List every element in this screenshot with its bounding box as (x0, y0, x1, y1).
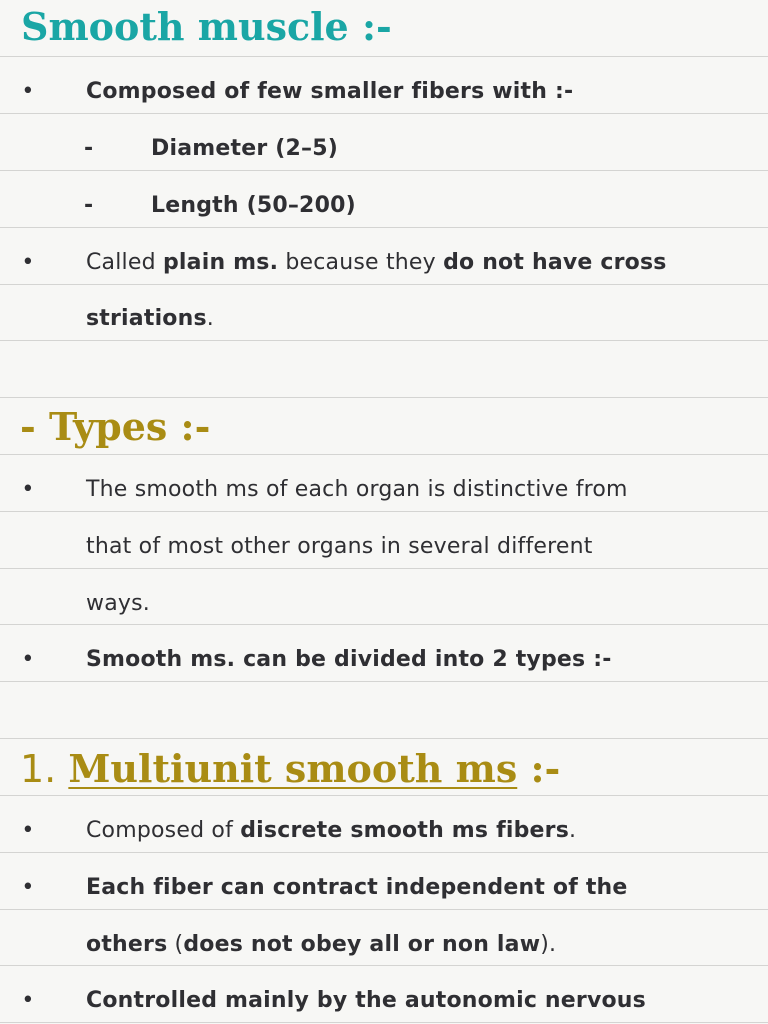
ruled-line (0, 454, 768, 455)
text-run-bold: do not have cross (443, 250, 667, 275)
text-run-bold: discrete smooth ms fibers (240, 818, 570, 843)
bullet: • (21, 250, 35, 275)
ruled-line (0, 568, 768, 569)
list-item-text: Controlled mainly by the autonomic nervous (86, 988, 646, 1013)
text-run: Composed of (86, 818, 241, 843)
ruled-line (0, 681, 768, 682)
bullet: • (21, 647, 35, 672)
bullet: • (21, 79, 35, 104)
ruled-line (0, 624, 768, 625)
ruled-line (0, 284, 768, 285)
heading-smooth-muscle (21, 5, 768, 49)
ruled-line (0, 795, 768, 796)
text-run: . (206, 306, 214, 331)
dash: - (84, 193, 94, 218)
ruled-line (0, 909, 768, 910)
list-item-text: Composed of few smaller fibers with :- (86, 79, 574, 104)
list-item-text: Smooth ms. can be divided into 2 types :- (86, 647, 612, 672)
text-run-bold: striations (86, 306, 207, 331)
bullet: • (21, 988, 35, 1013)
list-item-text (86, 304, 214, 334)
ruled-line (0, 113, 768, 114)
bullet: • (21, 477, 35, 502)
text-run: ). (540, 932, 557, 957)
ruled-line (0, 1022, 768, 1023)
list-item-text (86, 816, 576, 846)
list-item-text: ways. (86, 591, 150, 616)
heading-text: Multiunit smooth ms (68, 746, 518, 791)
ruled-line (0, 511, 768, 512)
text-run: ( (167, 932, 184, 957)
heading-types (20, 405, 768, 449)
bullet: • (21, 818, 35, 843)
ruled-line (0, 397, 768, 398)
heading-number: 1. (20, 747, 69, 791)
sub-list-item-text: Diameter (2–5) (151, 136, 338, 161)
ruled-line (0, 227, 768, 228)
ruled-line (0, 170, 768, 171)
list-item-text (86, 248, 667, 278)
text-run-bold: does not obey all or non law (183, 932, 541, 957)
list-item-text: that of most other organs in several different (86, 534, 593, 559)
list-item-text: Each fiber can contract independent of the (86, 875, 628, 900)
dash: - (84, 136, 94, 161)
list-item-text: The smooth ms of each organ is distinctive from (86, 477, 628, 502)
text-run-bold: others (86, 932, 168, 957)
text-run: Called (86, 250, 163, 275)
text-run: . (569, 818, 577, 843)
list-item-text (86, 930, 556, 960)
ruled-line (0, 965, 768, 966)
heading-multiunit (20, 747, 768, 791)
ruled-line (0, 56, 768, 57)
bullet: • (21, 875, 35, 900)
text-run: because they (278, 250, 444, 275)
heading-text: - Types :- (20, 404, 211, 449)
sub-list-item-text: Length (50–200) (151, 193, 356, 218)
ruled-line (0, 340, 768, 341)
heading-suffix: :- (517, 746, 561, 791)
heading-text: Smooth muscle :- (21, 4, 392, 49)
text-run-bold: plain ms. (162, 250, 279, 275)
ruled-line (0, 852, 768, 853)
ruled-line (0, 738, 768, 739)
